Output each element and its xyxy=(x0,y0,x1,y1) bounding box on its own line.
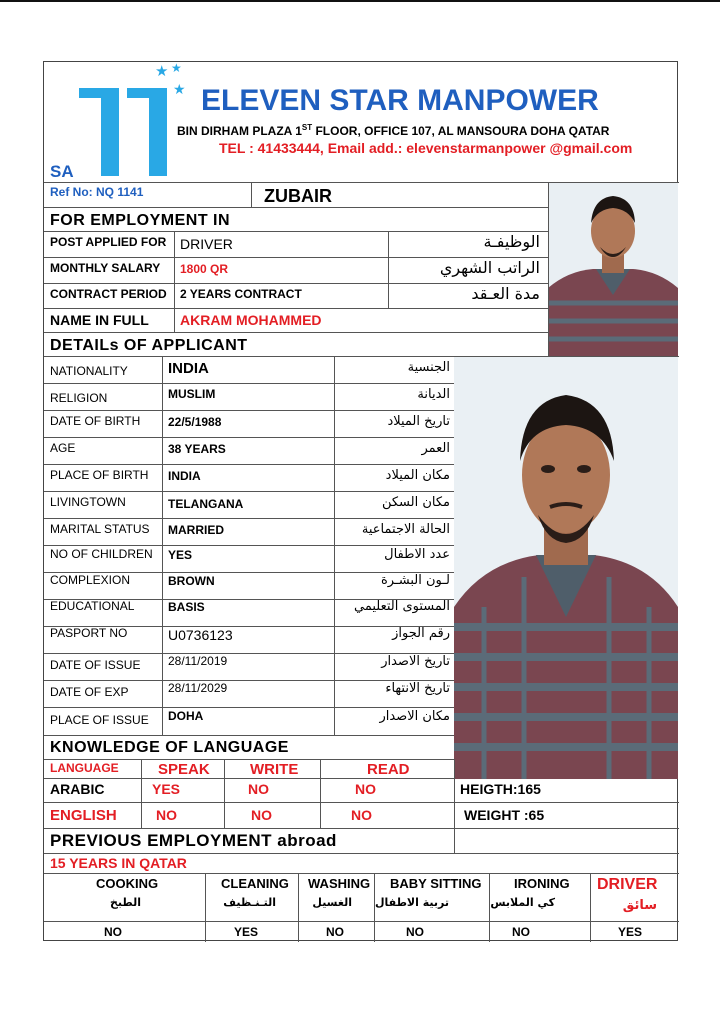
issue-date-value: 28/11/2019 xyxy=(168,654,228,668)
education-arabic: المستوى التعليمي xyxy=(354,599,450,614)
education-label: EDUCATIONAL xyxy=(50,599,135,613)
previous-employment-years: 15 YEARS IN QATAR xyxy=(50,855,187,871)
nationality-arabic: الجنسية xyxy=(407,360,450,375)
skill-driver-arabic: سائق xyxy=(622,898,657,913)
language-heading: KNOWLEDGE OF LANGUAGE xyxy=(50,739,289,756)
employment-heading: FOR EMPLOYMENT IN xyxy=(50,212,231,229)
complexion-value: BROWN xyxy=(168,574,215,588)
post-applied-arabic: الوظيفـة xyxy=(483,232,540,251)
skill-ironing-arabic: كي الملابس xyxy=(490,896,555,909)
religion-label: RELIGION xyxy=(50,391,108,405)
nationality-label: NATIONALITY xyxy=(50,364,128,378)
skill-cleaning-value: YES xyxy=(234,925,259,939)
reference-number: Ref No: NQ 1141 xyxy=(50,185,144,199)
company-address: BIN DIRHAM PLAZA 1ST FLOOR, OFFICE 107, AL MANSOURA DOHA QATAR xyxy=(177,123,610,138)
religion-arabic: الديانة xyxy=(417,387,450,402)
company-name: ELEVEN STAR MANPOWER xyxy=(201,84,599,117)
skill-washing-label: WASHING xyxy=(308,876,371,891)
salary-label: MONTHLY SALARY xyxy=(50,261,161,275)
nationality-value: INDIA xyxy=(168,360,209,377)
english-write-value: NO xyxy=(251,807,272,823)
portrait-image xyxy=(454,357,678,779)
arabic-write-value: NO xyxy=(248,781,269,797)
language-row-english: ENGLISH xyxy=(50,807,117,824)
english-read-value: NO xyxy=(351,807,372,823)
skill-cooking-arabic: الطبخ xyxy=(109,896,141,909)
expiry-date-label: DATE OF EXP xyxy=(50,685,129,699)
education-value: BASIS xyxy=(168,600,205,614)
applicant-short-name: ZUBAIR xyxy=(264,186,332,206)
height-value: HEIGTH:165 xyxy=(460,781,541,797)
marital-status-label: MARITAL STATUS xyxy=(50,522,150,536)
weight-value: WEIGHT :65 xyxy=(464,807,545,823)
expiry-date-arabic: تاريخ الانتهاء xyxy=(385,681,450,696)
arabic-speak-value: YES xyxy=(152,781,181,797)
skill-ironing-label: IRONING xyxy=(514,876,570,891)
children-value: YES xyxy=(168,548,193,562)
skill-ironing-value: NO xyxy=(512,925,530,939)
star-icon: ★ xyxy=(171,61,182,75)
children-arabic: عدد الاطفال xyxy=(384,547,450,562)
livingtown-label: LIVINGTOWN xyxy=(50,495,126,509)
logo-prefix: SA xyxy=(50,162,74,181)
expiry-date-value: 28/11/2029 xyxy=(168,681,228,695)
arabic-read-value: NO xyxy=(355,781,376,797)
details-table xyxy=(44,356,454,735)
skill-cooking-value: NO xyxy=(104,925,122,939)
skill-driver-value: YES xyxy=(618,925,643,939)
age-arabic: العمر xyxy=(421,441,450,456)
skill-cleaning-arabic: التـنـظيف xyxy=(223,896,276,909)
star-icon: ★ xyxy=(173,81,186,97)
skill-washing-value: NO xyxy=(326,925,344,939)
post-applied-value: DRIVER xyxy=(180,236,233,252)
age-value: 38 YEARS xyxy=(168,442,226,456)
skill-washing-arabic: الغسيل xyxy=(312,896,352,909)
top-border xyxy=(0,0,720,2)
dob-arabic: تاريخ الميلاد xyxy=(387,414,450,429)
complexion-arabic: لـون البشـرة xyxy=(380,573,450,588)
birthplace-value: INDIA xyxy=(168,469,201,483)
birthplace-label: PLACE OF BIRTH xyxy=(50,468,149,482)
logo-digit-2-stem xyxy=(149,88,167,176)
application-form xyxy=(43,61,678,941)
birthplace-arabic: مكان الميلاد xyxy=(385,468,450,483)
issue-date-arabic: تاريخ الاصدار xyxy=(381,654,450,669)
language-col-header: LANGUAGE xyxy=(50,761,119,775)
skill-cooking-label: COOKING xyxy=(96,876,159,891)
read-col-header: READ xyxy=(367,761,410,778)
contract-label: CONTRACT PERIOD xyxy=(50,287,167,301)
issue-date-label: DATE OF ISSUE xyxy=(50,658,141,672)
age-label: AGE xyxy=(50,441,76,455)
applicant-photo-small xyxy=(548,183,678,356)
salary-value: 1800 QR xyxy=(180,262,229,276)
full-name-value: AKRAM MOHAMMED xyxy=(180,312,322,328)
skill-driver-label: DRIVER xyxy=(597,876,658,893)
company-logo xyxy=(49,62,194,182)
passport-arabic: رقم الجواز xyxy=(392,626,450,641)
language-row-arabic: ARABIC xyxy=(50,781,105,797)
contract-value: 2 YEARS CONTRACT xyxy=(180,287,302,301)
full-name-label: NAME IN FULL xyxy=(50,312,149,328)
issue-place-label: PLACE OF ISSUE xyxy=(50,713,149,727)
children-label: NO OF CHILDREN xyxy=(50,547,153,561)
livingtown-arabic: مكان السكن xyxy=(381,495,450,510)
portrait-image xyxy=(548,183,678,356)
company-contact: TEL : 41433444, Email add.: elevenstarmanpower @gmail.com xyxy=(219,140,633,156)
previous-employment-heading: PREVIOUS EMPLOYMENT abroad xyxy=(50,831,337,850)
dob-label: DATE OF BIRTH xyxy=(50,414,141,428)
marital-status-value: MARRIED xyxy=(168,523,224,537)
salary-arabic: الراتب الشهري xyxy=(439,258,540,277)
skill-cleaning-label: CLEANING xyxy=(221,876,289,891)
applicant-photo-large xyxy=(454,357,678,779)
contract-arabic: مدة العـقد xyxy=(471,284,540,303)
details-heading: DETAILs OF APPLICANT xyxy=(50,337,248,354)
post-applied-label: POST APPLIED FOR xyxy=(50,235,167,249)
issue-place-arabic: مكان الاصدار xyxy=(379,709,450,724)
passport-value: U0736123 xyxy=(168,627,233,643)
livingtown-value: TELANGANA xyxy=(168,497,244,511)
logo-digit-1-stem xyxy=(101,88,119,176)
skill-babysitting-value: NO xyxy=(406,925,424,939)
skill-babysitting-label: BABY SITTING xyxy=(390,876,482,891)
religion-value: MUSLIM xyxy=(168,387,216,401)
english-speak-value: NO xyxy=(156,807,177,823)
speak-col-header: SPEAK xyxy=(158,761,210,778)
star-icon: ★ xyxy=(155,63,169,80)
marital-status-arabic: الحالة الاجتماعية xyxy=(361,522,450,537)
issue-place-value: DOHA xyxy=(168,709,204,723)
skills-table xyxy=(44,873,679,942)
skill-babysitting-arabic: تربية الاطفال xyxy=(374,896,449,909)
passport-label: PASPORT NO xyxy=(50,626,128,640)
dob-value: 22/5/1988 xyxy=(168,415,222,429)
write-col-header: WRITE xyxy=(250,761,299,778)
complexion-label: COMPLEXION xyxy=(50,573,131,587)
